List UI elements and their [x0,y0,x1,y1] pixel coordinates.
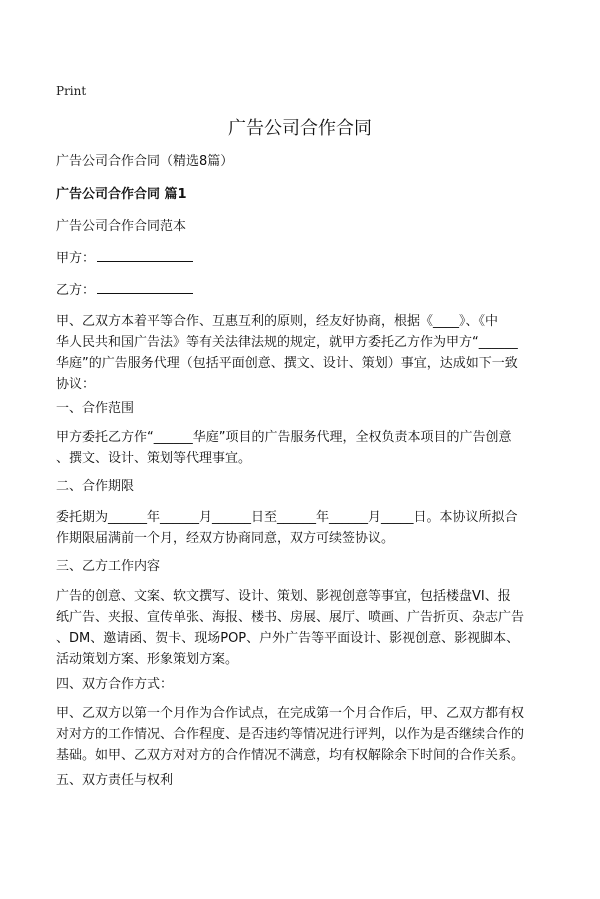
document-title: 广告公司合作合同 [228,118,372,139]
section5-heading: 五、双方责任与权利 [56,773,174,788]
intro-paragraph: 甲、乙双方本着平等合作、互惠互利的原则，经友好协商，根据《____》、《中 华人民共和国广告法》等有关法律法规的规定，就甲方委托乙方作为甲方“______ 华庭”的广告服务代理（包括平面创意、撰文、设计、策划）事宜，达成如下一致 协议： [56,314,518,392]
section1-heading: 一、合作范围 [56,401,135,416]
section2-text: 委托期为______年______月______日至______年______月_____日。本协议所拟合 作期限届满前一个月，经双方协商同意，双方可续签协议。 [56,510,518,546]
party-b-row [56,280,193,301]
section2-heading: 二、合作期限 [56,479,135,494]
article-heading: 广告公司合作合同 篇1 [56,187,187,202]
party-a-blank [97,249,193,262]
section1-text: 甲方委托乙方作“______华庭”项目的广告服务代理，全权负责本项目的广告创意 、撰文、设计、策划等代理事宜。 [56,430,512,466]
section4-text: 甲、乙双方以第一个月作为合作试点，在完成第一个月合作后，甲、乙双方都有权 对对方的工作情况、合作程度、是否违约等情况进行评判，以作为是否继续合作的 基础。如甲、乙双方对对方的合作情况不满意，均有权解除余下时间的合作关系。 [56,706,525,763]
party-a-label: 甲方： [56,251,96,266]
party-b-blank [97,281,193,294]
template-name: 广告公司合作合同范本 [56,219,187,234]
section3-heading: 三、乙方工作内容 [56,559,161,574]
party-b-label: 乙方： [56,283,96,298]
section3-text: 广告的创意、文案、软文撰写、设计、策划、影视创意等事宜，包括楼盘VI、报 纸广告、夹报、宣传单张、海报、楼书、房展、展厅、喷画、广告折页、杂志广告 、DM、邀请函、贺卡、现场POP、户外广告等平面设计、影视创意、影视脚本、 活动策划方案、形象策划方案。 [56,589,525,667]
party-a-row [56,248,193,269]
document-subtitle: 广告公司合作合同（精选8篇） [56,154,234,169]
print-label: Print [56,84,87,98]
section4-heading: 四、双方合作方式： [56,677,174,692]
